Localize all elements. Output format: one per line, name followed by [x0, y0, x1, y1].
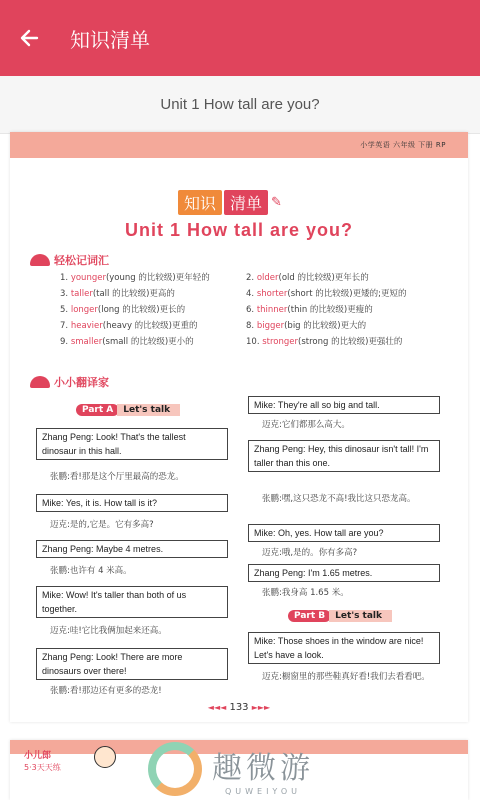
- vocab-item: 2. older(old 的比较级)更年长的: [246, 273, 369, 283]
- dialog-bubble: Zhang Peng: Hey, this dinosaur isn't tall! I'm taller than this one.: [248, 440, 440, 472]
- watermark-logo: [148, 742, 314, 796]
- app-bar: [0, 0, 480, 76]
- dialog-bubble: Mike: Yes, it is. How tall is it?: [36, 494, 228, 512]
- dialog-translation: 迈克:是的,它是。它有多高?: [50, 520, 154, 530]
- dialog-translation: 迈克:橱窗里的那些鞋真好看!我们去看看吧。: [262, 672, 430, 682]
- vocab-item: 8. bigger(big 的比较级)更大的: [246, 321, 367, 331]
- dialog-bubble: Mike: Those shoes in the window are nice! Let's have a look.: [248, 632, 440, 664]
- dialog-bubble: Zhang Peng: Look! That's the tallest dinosaur in this hall.: [36, 428, 228, 460]
- vocab-item: 3. taller(tall 的比较级)更高的: [60, 289, 175, 299]
- watermark-sub: QUWEIYOU: [224, 786, 302, 796]
- dialog-bubble: Mike: Oh, yes. How tall are you?: [248, 524, 440, 542]
- part-b-label: Part B Let's talk: [288, 610, 392, 622]
- section-translate-label: 小小翻译家: [54, 376, 109, 389]
- vocab-item: 4. shorter(short 的比较级)更矮的;更短的: [246, 289, 407, 299]
- dialog-translation: 迈克:它们都那么高大。: [262, 420, 350, 430]
- dialog-bubble: Zhang Peng: Maybe 4 metres.: [36, 540, 228, 558]
- section-banner: [178, 190, 282, 215]
- page-header-text: 小学英语 六年级 下册 RP: [360, 141, 446, 149]
- part-a-label: Part A Let's talk: [76, 404, 180, 416]
- dialog-bubble: Mike: They're all so big and tall.: [248, 396, 440, 414]
- dialog-translation: 张鹏:我身高 1.65 米。: [262, 588, 349, 598]
- section-icon: [30, 254, 50, 266]
- section-translate-heading: [30, 374, 109, 390]
- dialog-bubble: Zhang Peng: Look! There are more dinosaurs over there!: [36, 648, 228, 680]
- book-page: [10, 132, 468, 722]
- dialog-bubble: Mike: Wow! It's taller than both of us together.: [36, 586, 228, 618]
- banner-part2: 清单: [224, 190, 268, 215]
- section-vocab-heading: [30, 252, 109, 268]
- vocab-list-right: [246, 270, 406, 350]
- watermark-title: 趣微游: [212, 750, 314, 786]
- brand-name: 小儿郎: [24, 751, 52, 761]
- right-arrows-icon: ►►►: [251, 703, 271, 712]
- vocab-item: 5. longer(long 的比较级)更长的: [60, 305, 186, 315]
- dialog-translation: 张鹏:也许有 4 米高。: [50, 566, 132, 576]
- logo-circle-icon: [148, 742, 202, 796]
- vocab-list-left: [60, 270, 210, 350]
- page-number: ◄◄◄ 133 ►►►: [207, 702, 271, 713]
- brand-sub: 5·3天天练: [24, 763, 61, 772]
- page-title: 知识清单: [70, 27, 150, 52]
- section-icon: [30, 376, 50, 388]
- vocab-item: 1. younger(young 的比较级)更年轻的: [60, 273, 210, 283]
- dialog-translation: 张鹏:看!那是这个厅里最高的恐龙。: [50, 472, 184, 482]
- page-header-band: [10, 132, 468, 158]
- arrow-left-icon[interactable]: [0, 0, 58, 76]
- vocab-item: 6. thinner(thin 的比较级)更瘦的: [246, 305, 373, 315]
- pen-icon: ✎: [271, 195, 282, 210]
- dialog-translation: 张鹏:看!那边还有更多的恐龙!: [50, 686, 162, 696]
- mascot-icon: [94, 746, 116, 768]
- unit-subtitle: Unit 1 How tall are you?: [0, 76, 480, 134]
- left-arrows-icon: ◄◄◄: [207, 703, 227, 712]
- vocab-item: 7. heavier(heavy 的比较级)更重的: [60, 321, 198, 331]
- dialog-bubble: Zhang Peng: I'm 1.65 metres.: [248, 564, 440, 582]
- banner-part1: 知识: [178, 190, 222, 215]
- vocab-item: 10. stronger(strong 的比较级)更强壮的: [246, 337, 403, 347]
- dialog-translation: 迈克:哇!它比我俩加起来还高。: [50, 626, 167, 636]
- vocab-item: 9. smaller(small 的比较级)更小的: [60, 337, 194, 347]
- unit-title: Unit 1 How tall are you?: [124, 220, 354, 240]
- dialog-translation: 张鹏:嘿,这只恐龙不高!我比这只恐龙高。: [262, 494, 416, 504]
- section-vocab-label: 轻松记词汇: [54, 254, 109, 267]
- dialog-translation: 迈克:哦,是的。你有多高?: [262, 548, 358, 558]
